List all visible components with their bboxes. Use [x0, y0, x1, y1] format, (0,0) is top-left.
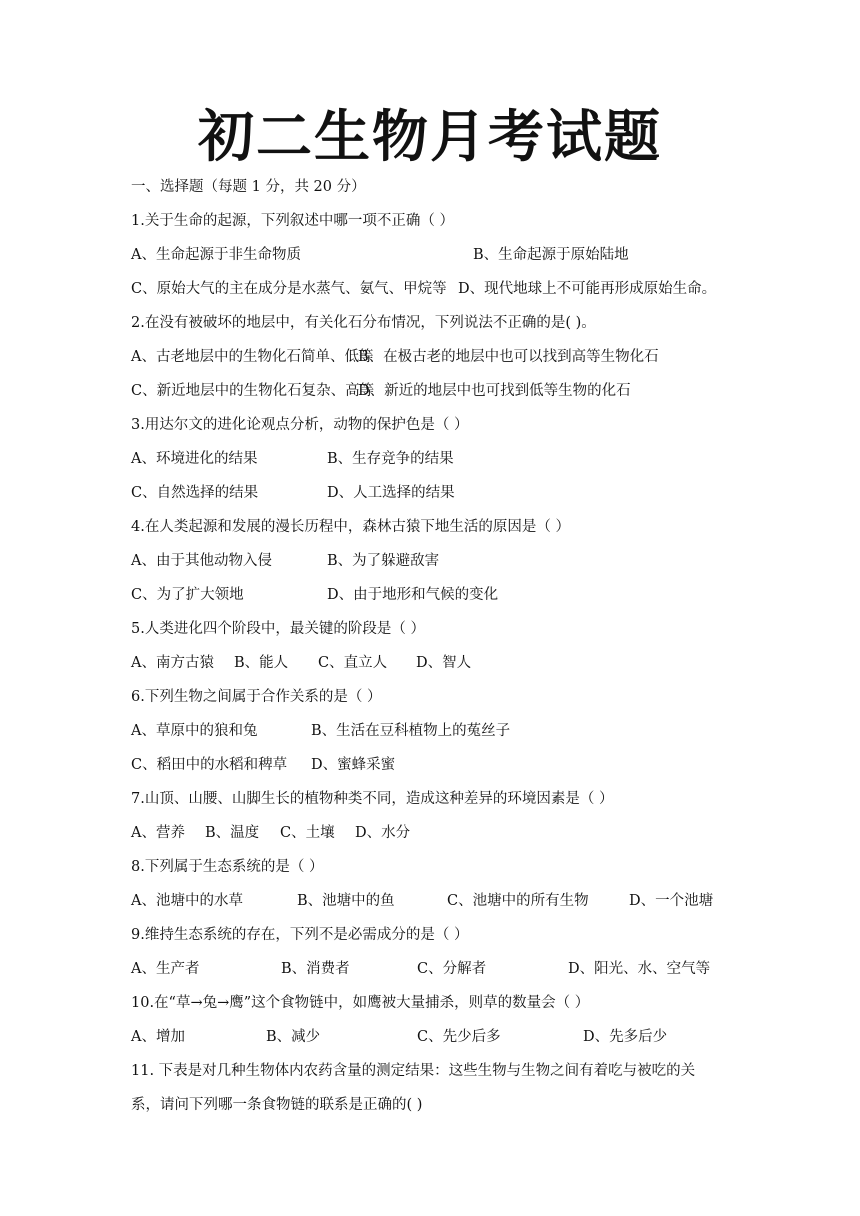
option: C、为了扩大领地: [131, 587, 244, 603]
option-row: [131, 381, 731, 401]
question-stem-continued: 系，请问下列哪一条食物链的联系是正确的( ): [131, 1097, 423, 1113]
option: D、现代地球上不可能再形成原始生命。: [458, 281, 717, 297]
option: A、生命起源于非生命物质: [131, 247, 301, 263]
option: D、蜜蜂采蜜: [311, 757, 396, 773]
option: A、草原中的狼和兔: [131, 723, 258, 739]
option: B、为了躲避敌害: [327, 553, 440, 569]
question-stem: 9.维持生态系统的存在，下列不是必需成分的是（ ）: [131, 927, 469, 943]
option: A、营养: [131, 825, 185, 841]
option: C、自然选择的结果: [131, 485, 259, 501]
option: B、减少: [266, 1029, 321, 1045]
section-heading: 一、选择题（每题 1 分，共 20 分）: [131, 179, 366, 195]
option-row: [131, 755, 731, 775]
option: D、水分: [355, 825, 411, 841]
question-stem: 10.在“草→兔→鹰”这个食物链中，如鹰被大量捕杀，则草的数量会（ ）: [131, 995, 590, 1011]
option: C、稻田中的水稻和稗草: [131, 757, 288, 773]
option-row: [131, 1027, 751, 1047]
option-row: [131, 449, 731, 469]
question-stem: 4.在人类起源和发展的漫长历程中，森林古猿下地生活的原因是（ ）: [131, 519, 570, 535]
option: D、阳光、水、空气等: [568, 961, 711, 977]
option-row: [131, 483, 731, 503]
option-row: [131, 279, 731, 299]
option: A、古老地层中的生物化石简单、低等: [131, 349, 374, 365]
option: A、增加: [131, 1029, 185, 1045]
option: B、在极古老的地层中也可以找到高等生物化石: [358, 349, 659, 365]
option: B、池塘中的鱼: [297, 893, 395, 909]
option: C、原始大气的主在成分是水蒸气、氨气、甲烷等: [131, 281, 447, 297]
question-stem: 2.在没有被破坏的地层中，有关化石分布情况，下列说法不正确的是( )。: [131, 315, 596, 331]
question-stem: 7.山顶、山腰、山脚生长的植物种类不同，造成这种差异的环境因素是（ ）: [131, 791, 614, 807]
question-stem: 8.下列属于生态系统的是（ ）: [131, 859, 324, 875]
question-stem: 5.人类进化四个阶段中，最关键的阶段是（ ）: [131, 621, 425, 637]
option: D、由于地形和气候的变化: [327, 587, 499, 603]
option: C、土壤: [280, 825, 335, 841]
option-row: [131, 653, 731, 673]
option: D、智人: [416, 655, 472, 671]
option: C、新近地层中的生物化石复杂、高等: [131, 383, 375, 399]
option-row: [131, 721, 731, 741]
option-row: [131, 347, 731, 367]
option-row: [131, 551, 731, 571]
option: C、直立人: [318, 655, 388, 671]
option: B、生活在豆科植物上的菟丝子: [311, 723, 511, 739]
option: C、先少后多: [417, 1029, 501, 1045]
option-row: [131, 891, 751, 911]
option-row: [131, 823, 731, 843]
question-stem: 1.关于生命的起源，下列叙述中哪一项不正确（ ）: [131, 213, 454, 229]
page-title: 初二生物月考试题: [198, 105, 662, 170]
option: A、池塘中的水草: [131, 893, 243, 909]
option: D、新近的地层中也可找到低等生物的化石: [358, 383, 631, 399]
option-row: [131, 245, 731, 265]
option: C、池塘中的所有生物: [447, 893, 589, 909]
option: D、一个池塘: [629, 893, 714, 909]
option: B、温度: [205, 825, 260, 841]
question-stem: 3.用达尔文的进化论观点分析，动物的保护色是（ ）: [131, 417, 469, 433]
option-row: [131, 959, 751, 979]
question-stem: 6.下列生物之间属于合作关系的是（ ）: [131, 689, 382, 705]
option: A、生产者: [131, 961, 200, 977]
question-stem: 11. 下表是对几种生物体内农药含量的测定结果：这些生物与生物之间有着吃与被吃的关: [131, 1063, 696, 1079]
option: A、环境进化的结果: [131, 451, 258, 467]
option: B、消费者: [281, 961, 350, 977]
option: A、南方古猿: [131, 655, 214, 671]
option: B、能人: [234, 655, 289, 671]
option: A、由于其他动物入侵: [131, 553, 272, 569]
option: D、人工选择的结果: [327, 485, 455, 501]
option: C、分解者: [417, 961, 487, 977]
option: D、先多后少: [583, 1029, 668, 1045]
option: B、生命起源于原始陆地: [473, 247, 629, 263]
option-row: [131, 585, 731, 605]
option: B、生存竞争的结果: [327, 451, 454, 467]
